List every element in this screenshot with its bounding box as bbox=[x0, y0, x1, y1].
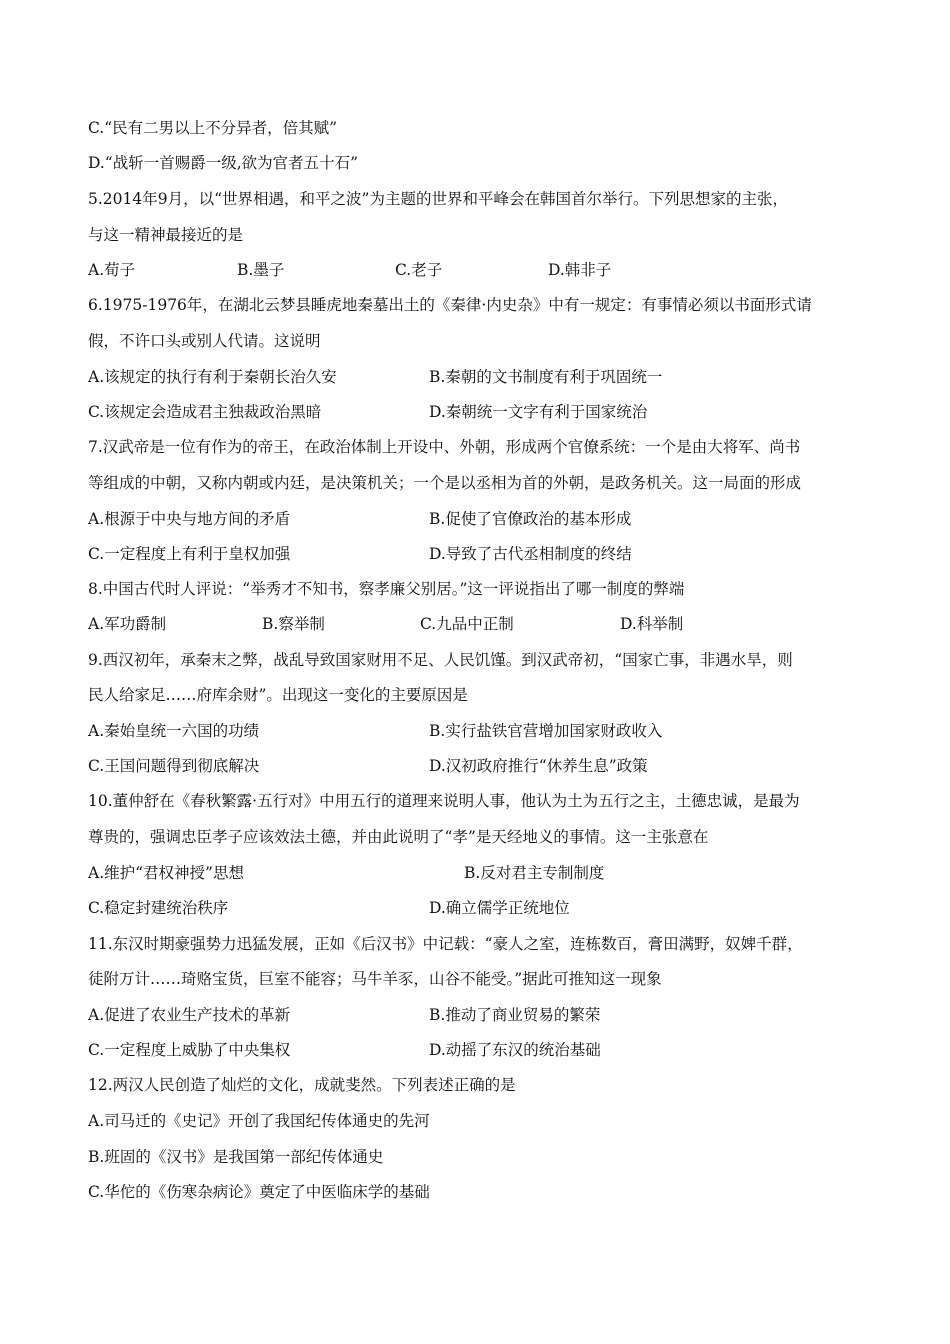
q6-option-c: C.该规定会造成君主独裁政治黑暗 bbox=[88, 403, 322, 421]
q11-option-a: A.促进了农业生产技术的革新 bbox=[88, 1006, 291, 1024]
q4-option-c: C.“民有二男以上不分异者，倍其赋” bbox=[88, 119, 338, 137]
q7-option-d: D.导致了古代丞相制度的终结 bbox=[429, 545, 632, 563]
q11-stem: 11.东汉时期豪强势力迅猛发展，正如《后汉书》中记载：“豪人之室，连栋数百，膏田满野，奴婢千群， bbox=[88, 935, 803, 953]
q9-stem: 9.西汉初年，承秦末之弊，战乱导致国家财用不足、人民饥馑。到汉武帝初，“国家亡事，非遇水旱，则 bbox=[88, 651, 793, 669]
q10-option-c: C.稳定封建统治秩序 bbox=[88, 899, 229, 917]
q10-stem-cont: 尊贵的，强调忠臣孝子应该效法土德，并由此说明了“孝”是天经地义的事情。这一主张意在 bbox=[88, 828, 709, 846]
q5-stem: 5.2014年9月，以“世界相遇，和平之波”为主题的世界和平峰会在韩国首尔举行。下列思想家的主张， bbox=[88, 190, 788, 208]
q6-option-b: B.秦朝的文书制度有利于巩固统一 bbox=[429, 368, 663, 386]
q10-stem: 10.董仲舒在《春秋繁露·五行对》中用五行的道理来说明人事，他认为土为五行之主，土德忠诚，是最为 bbox=[88, 792, 800, 810]
q10-option-a: A.维护“君权神授”思想 bbox=[88, 864, 244, 882]
q8-option-c: C.九品中正制 bbox=[420, 615, 514, 633]
q9-option-c: C.王国问题得到彻底解决 bbox=[88, 757, 260, 775]
q12-option-a: A.司马迁的《史记》开创了我国纪传体通史的先河 bbox=[88, 1112, 430, 1130]
q6-option-d: D.秦朝统一文字有利于国家统治 bbox=[429, 403, 648, 421]
q7-option-c: C.一定程度上有利于皇权加强 bbox=[88, 545, 291, 563]
q10-option-d: D.确立儒学正统地位 bbox=[429, 899, 570, 917]
q11-option-c: C.一定程度上威胁了中央集权 bbox=[88, 1041, 291, 1059]
q7-stem-cont: 等组成的中朝，又称内朝或内廷，是决策机关；一个是以丞相为首的外朝，是政务机关。这一局面的形成 bbox=[88, 474, 802, 492]
q9-stem-cont: 民人给家足……府库余财”。出现这一变化的主要原因是 bbox=[88, 686, 468, 704]
q5-option-d: D.韩非子 bbox=[548, 261, 612, 279]
q9-option-a: A.秦始皇统一六国的功绩 bbox=[88, 722, 260, 740]
q5-option-c: C.老子 bbox=[395, 261, 443, 279]
q8-option-a: A.军功爵制 bbox=[88, 615, 167, 633]
q6-option-a: A.该规定的执行有利于秦朝长治久安 bbox=[88, 368, 337, 386]
q7-option-a: A.根源于中央与地方间的矛盾 bbox=[88, 510, 291, 528]
q5-option-a: A.荀子 bbox=[88, 261, 136, 279]
q11-option-d: D.动摇了东汉的统治基础 bbox=[429, 1041, 601, 1059]
q5-option-b: B.墨子 bbox=[237, 261, 285, 279]
q5-stem-cont: 与这一精神最接近的是 bbox=[88, 226, 244, 244]
q12-option-b: B.班固的《汉书》是我国第一部纪传体通史 bbox=[88, 1148, 384, 1166]
q12-option-c: C.华佗的《伤寒杂病论》奠定了中医临床学的基础 bbox=[88, 1183, 430, 1201]
q11-option-b: B.推动了商业贸易的繁荣 bbox=[429, 1006, 601, 1024]
q11-stem-cont: 徒附万计……琦赂宝货，巨室不能容；马牛羊豕，山谷不能受。”据此可推知这一现象 bbox=[88, 970, 662, 988]
q7-option-b: B.促使了官僚政治的基本形成 bbox=[429, 510, 632, 528]
q12-stem: 12.两汉人民创造了灿烂的文化，成就斐然。下列表述正确的是 bbox=[88, 1076, 516, 1094]
q7-stem: 7.汉武帝是一位有作为的帝王，在政治体制上开设中、外朝，形成两个官僚系统：一个是由大将军、尚书 bbox=[88, 438, 801, 456]
q8-option-b: B.察举制 bbox=[262, 615, 325, 633]
q4-option-d: D.“战斩一首赐爵一级,欲为官者五十石” bbox=[88, 154, 359, 172]
q8-option-d: D.科举制 bbox=[620, 615, 684, 633]
q10-option-b: B.反对君主专制制度 bbox=[464, 864, 605, 882]
q9-option-b: B.实行盐铁官营增加国家财政收入 bbox=[429, 722, 663, 740]
q6-stem-cont: 假，不许口头或别人代请。这说明 bbox=[88, 332, 321, 350]
q8-stem: 8.中国古代时人评说：“举秀才不知书，察孝廉父别居。”这一评说指出了哪一制度的弊端 bbox=[88, 580, 685, 598]
q6-stem: 6.1975-1976年，在湖北云梦县睡虎地秦墓出土的《秦律·内史杂》中有一规定：有事情必须以书面形式请 bbox=[88, 296, 812, 314]
q9-option-d: D.汉初政府推行“休养生息”政策 bbox=[429, 757, 648, 775]
